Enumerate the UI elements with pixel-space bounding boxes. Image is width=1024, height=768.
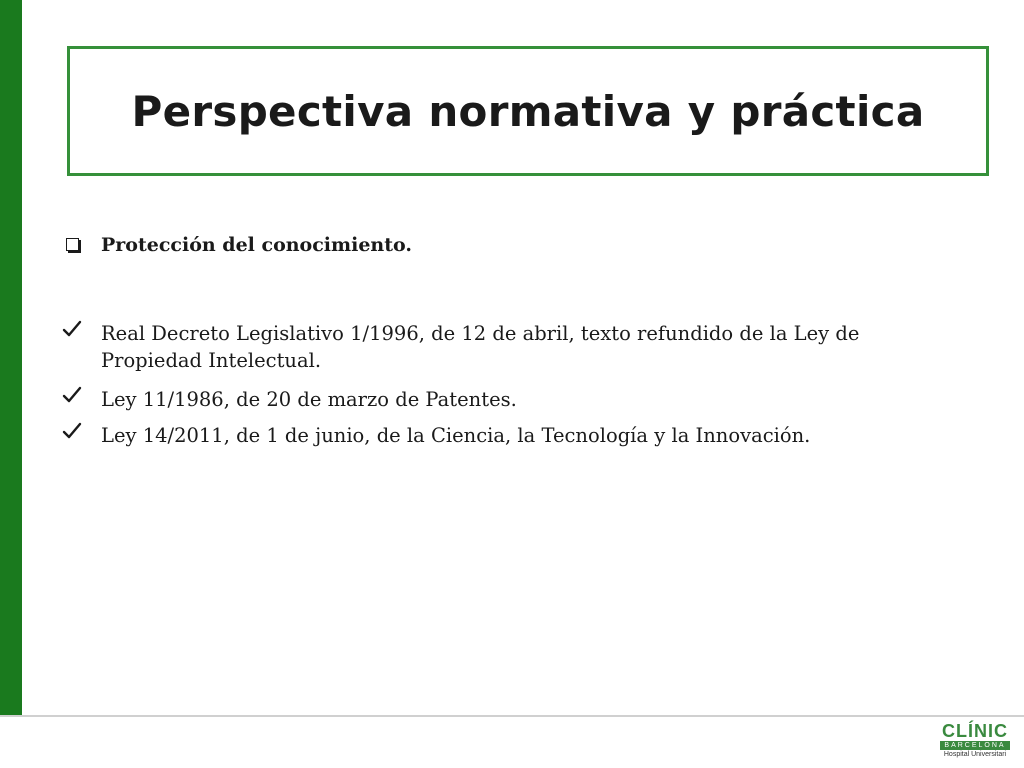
title-box: [67, 46, 989, 176]
checkmark-icon: [62, 386, 82, 404]
logo-main-text: CLÍNIC: [942, 721, 1008, 741]
checkmark-icon: [62, 422, 82, 440]
list-item-line: Ley 14/2011, de 1 de junio, de la Ciencia, la Tecnología y la Innovación.: [101, 424, 811, 447]
bullet-marker: [60, 386, 84, 408]
bullet-marker: [60, 232, 84, 255]
heading-bullet-text: Protección del conocimiento.: [101, 234, 412, 256]
list-item-line: Real Decreto Legislativo 1/1996, de 12 de abril, texto refundido de la Ley de: [101, 322, 860, 345]
list-item-text: [101, 320, 951, 374]
logo-sub-text: BARCELONA: [940, 741, 1010, 750]
list-item-text: [101, 386, 951, 413]
clinic-logo: [938, 722, 1012, 764]
list-item-text: [101, 422, 951, 449]
bullet-marker: [60, 422, 84, 444]
slide-title: Perspectiva normativa y práctica: [131, 86, 925, 136]
footer-divider: [0, 715, 1024, 717]
checkbox-icon: [66, 238, 79, 251]
checkmark-icon: [62, 320, 82, 338]
list-item-line: Propiedad Intelectual.: [101, 349, 322, 372]
logo-tag-text: Hospital Universitari: [943, 751, 1007, 758]
list-item-line: Ley 11/1986, de 20 de marzo de Patentes.: [101, 388, 517, 411]
accent-sidebar-bar: [0, 0, 22, 716]
bullet-marker: [60, 320, 84, 342]
